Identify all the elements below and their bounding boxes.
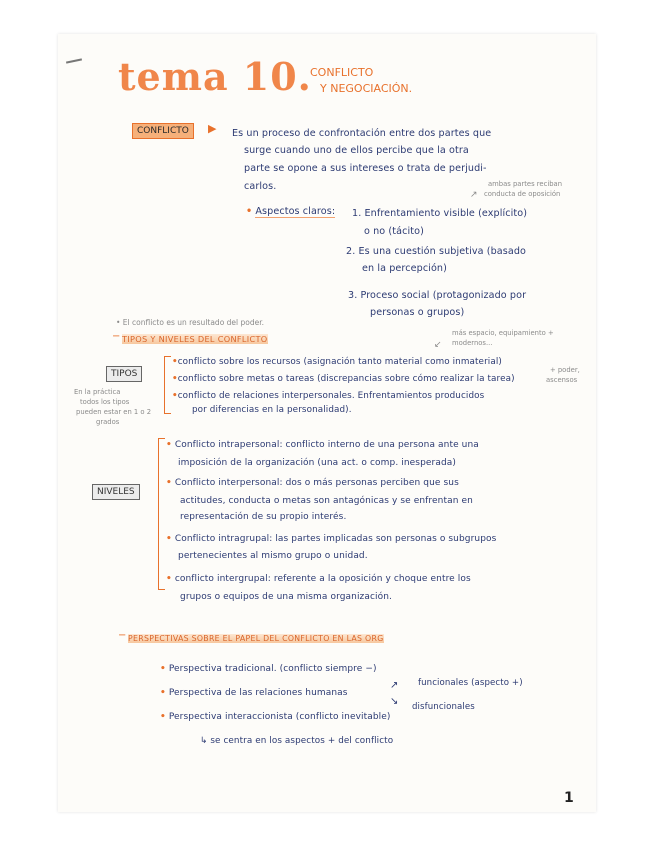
tipo-item-2-text: conflicto sobre metas o tareas (discrepancias sobre cómo realizar la tarea)	[177, 374, 515, 384]
side-note-1a: ambas partes reciban	[488, 180, 563, 188]
branch-1: funcionales (aspecto +)	[418, 678, 523, 688]
nivel-2-line-1-text: Conflicto interpersonal: dos o más personas perciben que sus	[174, 478, 459, 488]
niveles-label: NIVELES	[92, 484, 140, 500]
tipo-item-3-line-2: por diferencias en la personalidad).	[192, 405, 352, 415]
side-note-arrow: ↗	[470, 190, 478, 200]
aspect-1-line-1: 1. Enfrentamiento visible (explícito)	[352, 208, 528, 219]
side-note-3b: ascensos	[546, 376, 578, 384]
nivel-1-line-1: • Conflicto intrapersonal: conflicto interno de una persona ante una	[166, 440, 479, 450]
nivel-4-line-2: grupos o equipos de una misma organización.	[180, 592, 393, 602]
nivel-1-line-2: imposición de la organización (una act. o comp. inesperada)	[178, 458, 456, 468]
section-heading-perspectives	[128, 634, 384, 643]
page-number: 1	[564, 790, 574, 806]
definition-line-3: parte se opone a sus intereses o trata de perjudi-	[244, 163, 487, 174]
side-note-2b: modernos...	[452, 339, 493, 347]
tipo-item-3: •conflicto de relaciones interpersonales. Enfrentamientos producidos	[172, 391, 485, 401]
dash-icon: −	[112, 331, 121, 342]
perspective-2-text: Perspectiva de las relaciones humanas	[168, 688, 348, 698]
branch-2: disfuncionales	[412, 702, 475, 712]
title-subtitle-2: Y NEGOCIACIÓN.	[320, 82, 413, 95]
perspective-3: • Perspectiva interaccionista (conflicto inevitable)	[160, 712, 391, 722]
tipo-item-3-text: conflicto de relaciones interpersonales. Enfrentamientos producidos	[177, 391, 485, 401]
conflicto-label: CONFLICTO	[132, 123, 194, 139]
tipos-pencil-1: En la práctica	[74, 388, 121, 396]
side-note-2-arrow: ↙	[434, 340, 442, 350]
definition-line-2: surge cuando uno de ellos percibe que la otra	[244, 145, 469, 156]
section-heading-perspectives-text: PERSPECTIVAS SOBRE EL PAPEL DEL CONFLICTO EN LAS ORG	[128, 634, 384, 643]
perspective-1-text: Perspectiva tradicional. (conflicto siempre −)	[168, 664, 377, 674]
perspective-3-text: Perspectiva interaccionista (conflicto inevitable)	[168, 712, 391, 722]
aspect-3-line-1: 3. Proceso social (protagonizado por	[348, 290, 527, 301]
niveles-brace	[158, 438, 165, 590]
aspect-1-line-2: o no (tácito)	[364, 226, 424, 237]
nivel-2-line-3: representación de su propio interés.	[180, 512, 347, 522]
aspects-label: • Aspectos claros:	[246, 206, 336, 217]
definition-line-4: carlos.	[244, 181, 277, 192]
tipos-pencil-2: todos los tipos	[80, 398, 130, 406]
nivel-3-line-1: • Conflicto intragrupal: las partes implicadas son personas o subgrupos	[166, 534, 497, 544]
branch-arrow-up: ↗	[390, 680, 399, 691]
tipos-pencil-4: grados	[96, 418, 120, 426]
aspect-2-line-2: en la percepción)	[362, 263, 447, 274]
side-note-2a: más espacio, equipamiento +	[452, 329, 554, 337]
perspective-2: • Perspectiva de las relaciones humanas	[160, 688, 348, 698]
tipo-item-2: •conflicto sobre metas o tareas (discrepancias sobre cómo realizar la tarea)	[172, 374, 515, 384]
nivel-2-line-1: • Conflicto interpersonal: dos o más personas perciben que sus	[166, 478, 459, 488]
perspective-3-sub: ↳ se centra en los aspectos + del conflicto	[200, 736, 394, 746]
dash-icon-2: −	[118, 630, 127, 641]
tipo-item-1: •conflicto sobre los recursos (asignación tanto material como inmaterial)	[172, 357, 502, 367]
tipos-label: TIPOS	[106, 366, 142, 382]
page-title: tema 10.	[118, 54, 312, 99]
aspect-3-line-2: personas o grupos)	[370, 307, 465, 318]
side-note-1b: conducta de oposición	[484, 190, 561, 198]
branch-arrow-down: ↘	[390, 696, 399, 707]
nivel-3-line-1-text: Conflicto intragrupal: las partes implicadas son personas o subgrupos	[174, 534, 497, 544]
aspect-2-line-1: 2. Es una cuestión subjetiva (basado	[346, 246, 527, 257]
section-heading-types	[122, 334, 268, 344]
tipos-brace	[164, 356, 171, 414]
pencil-note-power: • El conflicto es un resultado del poder.	[116, 318, 265, 327]
definition-line-1: Es un proceso de confrontación entre dos partes que	[232, 128, 492, 139]
perspective-1: • Perspectiva tradicional. (conflicto siempre −)	[160, 664, 377, 674]
nivel-2-line-2: actitudes, conducta o metas son antagónicas y se enfrentan en	[180, 496, 473, 506]
tipo-item-1-text: conflicto sobre los recursos (asignación tanto material como inmaterial)	[177, 357, 502, 367]
nivel-3-line-2: pertenecientes al mismo grupo o unidad.	[178, 551, 368, 561]
aspects-label-text: Aspectos claros:	[255, 206, 336, 217]
nivel-4-line-1-text: conflicto intergrupal: referente a la oposición y choque entre los	[174, 574, 471, 584]
title-subtitle-1: CONFLICTO	[310, 66, 374, 79]
nivel-1-line-1-text: Conflicto intrapersonal: conflicto interno de una persona ante una	[174, 440, 479, 450]
tipos-pencil-3: pueden estar en 1 o 2	[76, 408, 152, 416]
section-heading-types-text: TIPOS Y NIVELES DEL CONFLICTO	[122, 334, 268, 344]
nivel-4-line-1: • conflicto intergrupal: referente a la oposición y choque entre los	[166, 574, 471, 584]
side-note-3a: + poder,	[550, 366, 580, 374]
arrow-right-icon: ▶	[208, 122, 217, 135]
